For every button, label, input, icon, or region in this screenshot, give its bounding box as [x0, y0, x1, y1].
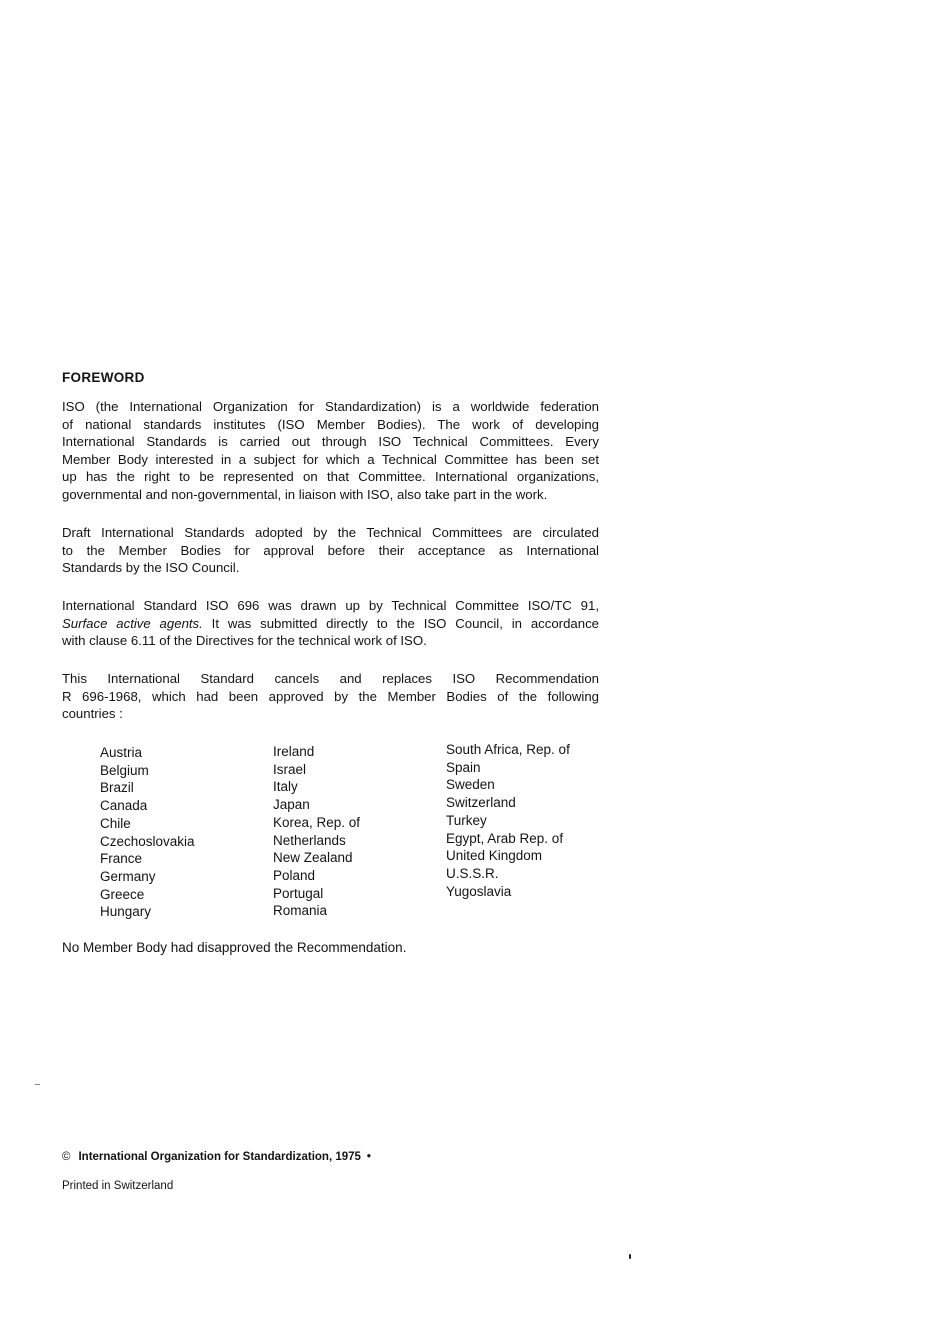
- paragraph-line: R 696-1968, which had been approved by the Member Bodies of the following: [62, 688, 599, 704]
- country-item: Belgium: [100, 762, 149, 778]
- paragraph-line: to the Member Bodies for approval before their acceptance as International: [62, 542, 599, 558]
- country-item: Sweden: [446, 777, 495, 793]
- print-speck: [35, 1084, 40, 1085]
- country-item: Brazil: [100, 780, 134, 796]
- country-item: Czechoslovakia: [100, 833, 195, 849]
- country-item: Germany: [100, 868, 156, 884]
- paragraph-line: governmental and non-governmental, in liaison with ISO, also take part in the work.: [62, 486, 548, 502]
- copyright-notice: [62, 1151, 371, 1163]
- country-item: Spain: [446, 759, 481, 775]
- country-item: Italy: [273, 779, 298, 795]
- copyright-icon: ©: [62, 1151, 71, 1163]
- committee-title: Surface active agents.: [62, 615, 203, 631]
- paragraph-line-rest: It was submitted directly to the ISO Council, in accordance: [202, 615, 600, 631]
- closing-statement: No Member Body had disapproved the Recommendation.: [62, 940, 407, 955]
- country-item: South Africa, Rep. of: [446, 742, 570, 757]
- foreword-heading: FOREWORD: [62, 370, 145, 385]
- paragraph-line: of national standards institutes (ISO Member Bodies). The work of developing: [62, 416, 599, 432]
- country-column-1: [100, 744, 195, 921]
- paragraph-line: International Standard ISO 696 was drawn up by Technical Committee ISO/TC 91,: [62, 598, 599, 613]
- country-item: Egypt, Arab Rep. of: [446, 830, 564, 846]
- bullet-icon: •: [366, 1151, 371, 1163]
- copyright-text: International Organization for Standardization, 1975: [78, 1151, 361, 1163]
- print-speck: [629, 1254, 631, 1259]
- paragraph-line: Member Body interested in a subject for which a Technical Committee has been set: [62, 451, 599, 467]
- foreword-paragraph-3: [62, 597, 599, 650]
- country-item: Switzerland: [446, 795, 516, 811]
- country-item: Greece: [100, 886, 145, 902]
- country-item: Netherlands: [273, 832, 346, 848]
- foreword-paragraph-4: [62, 670, 599, 723]
- paragraph-line: up has the right to be represented on that Committee. International organizations,: [62, 469, 599, 485]
- country-item: Japan: [273, 797, 310, 813]
- country-item: Ireland: [273, 744, 315, 759]
- country-item: Poland: [273, 867, 316, 883]
- country-column-3: [446, 741, 570, 900]
- country-item: United Kingdom: [446, 848, 543, 864]
- paragraph-line: [62, 615, 599, 633]
- printed-in-note: Printed in Switzerland: [62, 1180, 174, 1192]
- country-item: Yugoslavia: [446, 883, 512, 899]
- country-item: Israel: [273, 761, 307, 777]
- country-item: Hungary: [100, 904, 152, 920]
- country-item: New Zealand: [273, 850, 353, 866]
- country-item: U.S.S.R.: [446, 865, 499, 881]
- country-item: Chile: [100, 815, 131, 831]
- country-column-2: [273, 743, 360, 920]
- paragraph-line: International Standards is carried out through ISO Technical Committees. Every: [62, 434, 599, 450]
- country-item: Romania: [273, 903, 328, 919]
- paragraph-line: countries :: [62, 706, 123, 722]
- country-item: Turkey: [446, 812, 487, 828]
- country-item: Canada: [100, 798, 148, 814]
- country-item: Korea, Rep. of: [273, 814, 361, 830]
- country-item: France: [100, 851, 143, 867]
- paragraph-line: ISO (the International Organization for Standardization) is a worldwide federation: [62, 399, 599, 414]
- paragraph-line: with clause 6.11 of the Directives for the technical work of ISO.: [62, 633, 427, 649]
- foreword-paragraph-2: [62, 524, 599, 577]
- paragraph-line: Standards by the ISO Council.: [62, 560, 240, 576]
- foreword-paragraph-1: [62, 398, 599, 504]
- paragraph-line: Draft International Standards adopted by the Technical Committees are circulated: [62, 525, 599, 540]
- paragraph-line: This International Standard cancels and replaces ISO Recommendation: [62, 671, 599, 686]
- country-item: Austria: [100, 745, 143, 760]
- country-item: Portugal: [273, 885, 324, 901]
